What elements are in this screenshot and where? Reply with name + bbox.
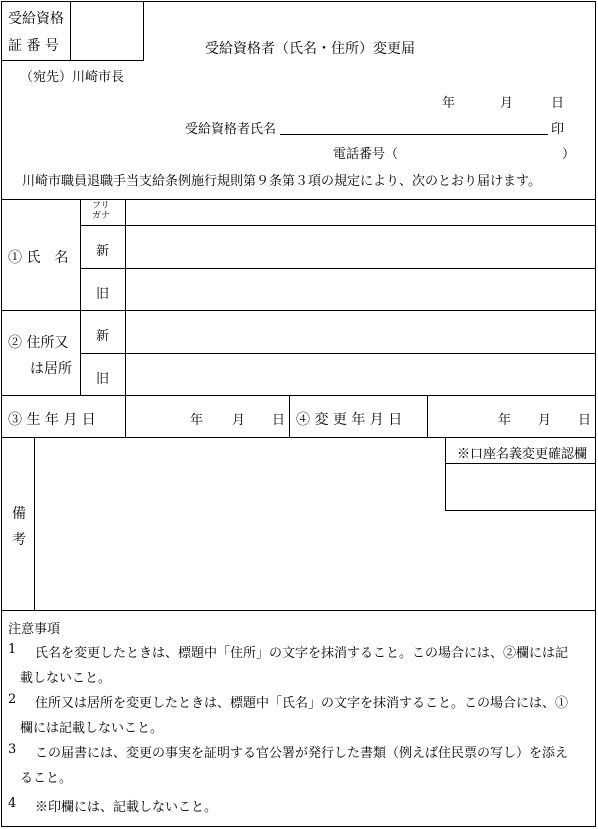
- furigana-field[interactable]: [130, 203, 590, 223]
- remarks-label-2: 考: [12, 532, 26, 548]
- addressee: （宛先）川崎市長: [20, 70, 125, 85]
- address-old-label: 旧: [96, 372, 110, 387]
- name-old-label: 旧: [96, 287, 110, 302]
- address-new-bottom: [80, 353, 596, 354]
- label-col-divider: [80, 199, 81, 395]
- change-day: 日: [578, 413, 592, 428]
- account-box-divider: [445, 463, 596, 464]
- name-new-label: 新: [96, 244, 110, 259]
- change-year: 年: [498, 413, 512, 428]
- cert-box-right: [143, 1, 144, 61]
- name-row-bottom: [1, 310, 596, 311]
- cert-number-field[interactable]: [76, 14, 138, 54]
- change-month: 月: [538, 413, 552, 428]
- date-month-label: 月: [500, 96, 514, 111]
- birth-date-label: ③ 生 年 月 日: [8, 412, 96, 428]
- phone-close: ）: [562, 147, 576, 162]
- account-box-left: [445, 437, 446, 510]
- date-day-label: 日: [551, 96, 565, 111]
- note-1-line2: 載しないこと。: [20, 671, 112, 686]
- account-check-label: ※口座名義変更確認欄: [457, 447, 588, 462]
- remarks-label-1: 備: [12, 506, 26, 522]
- note-3-num: 3: [8, 742, 17, 757]
- account-box-bottom: [445, 510, 596, 511]
- name-new-field[interactable]: [130, 230, 590, 264]
- notes-heading: 注意事項: [8, 622, 61, 637]
- note-1-line1: 氏名を変更したときは、標題中「住所」の文字を抹消すること。この場合には、②欄には記: [35, 646, 569, 661]
- address-label-line1: ② 住所又: [8, 335, 69, 351]
- cert-box-divider: [70, 1, 71, 61]
- address-row-bottom: [1, 395, 596, 396]
- birth-year: 年: [190, 413, 204, 428]
- address-new-field[interactable]: [130, 315, 590, 349]
- phone-label: 電話番号（: [333, 147, 399, 162]
- birth-month: 月: [232, 413, 246, 428]
- note-4-line1: ※印欄には、記載しないこと。: [35, 800, 218, 815]
- remarks-divider: [34, 437, 35, 610]
- remarks-field[interactable]: [40, 442, 440, 606]
- newold-col-divider: [125, 199, 126, 437]
- address-label-line2: は居所: [30, 361, 72, 377]
- address-old-field[interactable]: [130, 357, 590, 391]
- note-4-num: 4: [8, 796, 17, 811]
- birth-day: 日: [272, 413, 286, 428]
- cert-label-line2: 証 番 号: [8, 38, 59, 54]
- birth-row-bottom: [1, 437, 596, 438]
- seal-mark: 印: [551, 122, 565, 137]
- note-2-line2: 欄には記載しないこと。: [20, 721, 164, 736]
- furigana-bottom: [80, 225, 596, 226]
- name-old-field[interactable]: [130, 272, 590, 306]
- applicant-name-line[interactable]: [280, 134, 548, 135]
- form-title: 受給資格者（氏名・住所）変更届: [205, 41, 415, 57]
- table-top: [1, 199, 596, 200]
- name-new-bottom: [80, 268, 596, 269]
- birth-change-divider: [289, 395, 290, 437]
- furigana-label: フリ ガナ: [92, 201, 111, 221]
- notes-top: [1, 610, 596, 611]
- change-date-label: ④ 変 更 年 月 日: [296, 412, 403, 428]
- name-label: ① 氏 名: [8, 250, 69, 266]
- note-1-num: 1: [8, 642, 17, 657]
- note-3-line1: この届書には、変更の事実を証明する官公署が発行した書類（例えば住民票の写し）を添え: [35, 746, 569, 761]
- date-year-label: 年: [442, 96, 456, 111]
- note-2-num: 2: [8, 692, 17, 707]
- applicant-name-label: 受給資格者氏名: [185, 122, 277, 137]
- cert-box-bottom: [1, 60, 144, 61]
- address-new-label: 新: [96, 329, 110, 344]
- cert-label-line1: 受給資格: [8, 11, 64, 27]
- note-3-line2: ること。: [20, 771, 73, 786]
- statement-text: 川崎市職員退職手当支給条例施行規則第９条第３項の規定により、次のとおり届けます。: [22, 174, 541, 189]
- change-date-divider: [427, 395, 428, 437]
- note-2-line1: 住所又は居所を変更したときは、標題中「氏名」の文字を抹消すること。この場合には、①: [35, 696, 569, 711]
